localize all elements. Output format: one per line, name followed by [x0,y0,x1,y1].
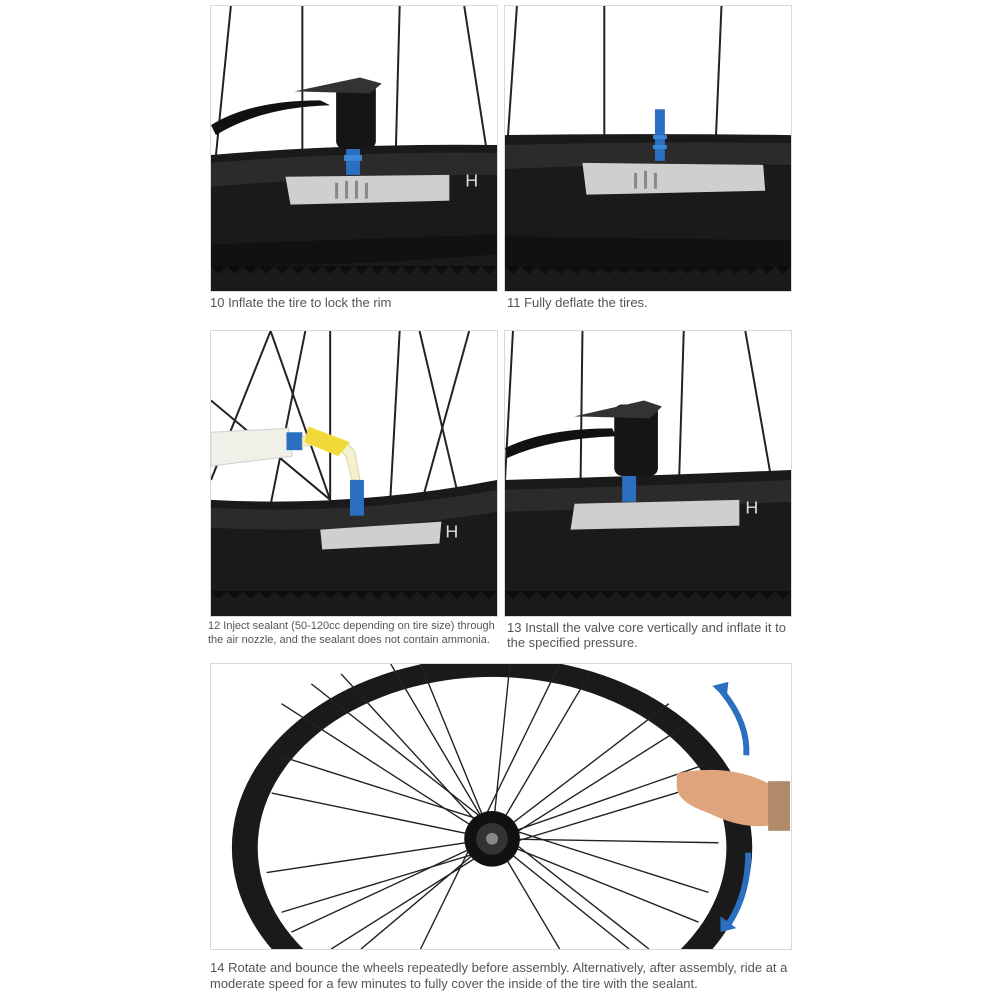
svg-text:H: H [745,497,759,518]
sealant-injection-image [211,331,497,616]
step-14-caption: 14 Rotate and bounce the wheels repeatedly before assembly. Alternatively, after assembly, ride at a moderate speed for a few minutes to fully cover the inside of the tire with the sealant. [210,960,788,991]
step-12-photo [210,330,498,617]
svg-text:H: H [465,170,479,191]
valve-inflate-image [505,331,791,616]
step-10-photo [210,5,498,292]
wheel-pump-image [211,6,497,291]
wheel-deflated-image [505,6,791,291]
step-12-caption: 12 Inject sealant (50-120cc depending on tire size) through the air nozzle, and the sealant does not contain ammonia. [208,620,495,646]
svg-text:H: H [445,521,459,542]
step-11-photo [504,5,792,292]
step-10-caption: 10 Inflate the tire to lock the rim [210,295,392,310]
step-13-photo [504,330,792,617]
step-14-photo [210,663,792,950]
rotating-wheel-image [211,664,791,949]
step-11-caption: 11 Fully deflate the tires. [507,295,648,310]
step-13-caption: 13 Install the valve core vertically and inflate it to the specified pressure. [507,620,786,650]
